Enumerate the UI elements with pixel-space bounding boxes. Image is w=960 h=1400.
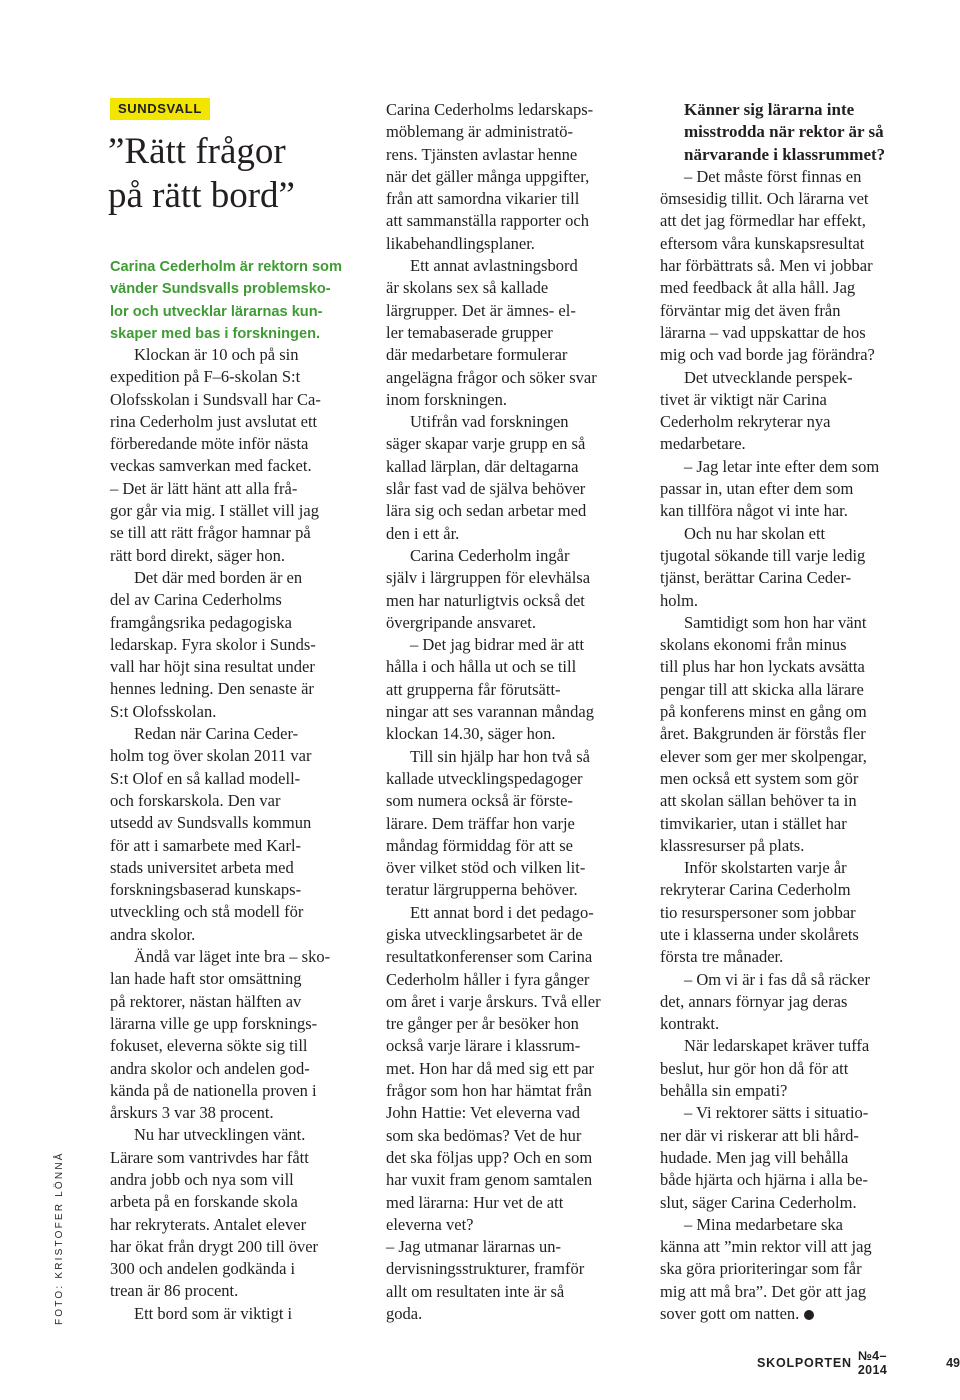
headline-line: ”Rätt frågor bbox=[108, 131, 286, 172]
body-line: övergripande ansvaret. bbox=[386, 612, 536, 632]
body-line: resultatkonferenser som Carina bbox=[386, 947, 593, 967]
body-line: Det utvecklande perspek- bbox=[684, 367, 853, 387]
body-line: Olofsskolan i Sundsvall har Ca- bbox=[110, 389, 321, 409]
body-line: klassresurser på plats. bbox=[660, 835, 805, 855]
body-line: stads universitet arbeta med bbox=[110, 857, 294, 877]
body-line: – Det är lätt hänt att alla frå- bbox=[110, 478, 298, 498]
interview-subhead bbox=[660, 99, 922, 166]
body-line: – Det jag bidrar med är att bbox=[410, 635, 585, 655]
body-line: slut, säger Carina Cederholm. bbox=[660, 1192, 857, 1212]
body-line: det ska följas upp? Och en som bbox=[386, 1147, 593, 1167]
body-line: har förbättrats så. Men vi jobbar bbox=[660, 256, 873, 276]
body-line: men också ett system som gör bbox=[660, 768, 859, 788]
body-line: skolans ekonomi från minus bbox=[660, 635, 847, 655]
body-line: Ändå var läget inte bra – sko- bbox=[134, 947, 331, 967]
body-line: lan hade haft stor omsättning bbox=[110, 969, 302, 989]
headline bbox=[108, 130, 378, 218]
body-line: ledarskap. Fyra skolor i Sunds- bbox=[110, 634, 316, 654]
body-line: 300 och andelen godkända i bbox=[110, 1259, 296, 1279]
body-line: tio resurspersoner som jobbar bbox=[660, 902, 856, 922]
body-line: fokuset, eleverna sökte sig till bbox=[110, 1036, 308, 1056]
body-line: men har naturligtvis också det bbox=[386, 590, 585, 610]
body-line: kontrakt. bbox=[660, 1014, 720, 1034]
body-line: tjänst, berättar Carina Ceder- bbox=[660, 568, 852, 588]
body-line: hennes ledning. Den senaste är bbox=[110, 679, 314, 699]
body-line: – Vi rektorer sätts i situatio- bbox=[684, 1103, 869, 1123]
body-line: Lärare som vantrivdes har fått bbox=[110, 1147, 309, 1167]
page-footer bbox=[757, 1349, 960, 1377]
body-line: tjugotal sökande till varje ledig bbox=[660, 545, 866, 565]
body-line: holm tog över skolan 2011 var bbox=[110, 746, 312, 766]
article-column-3 bbox=[660, 99, 922, 1325]
body-line: elever som ger mer skolpengar, bbox=[660, 746, 867, 766]
body-line: se till att rätt frågor hamnar på bbox=[110, 523, 311, 543]
body-line: S:t Olof en så kallad modell- bbox=[110, 768, 301, 788]
subhead-line: Känner sig lärarna inte bbox=[684, 100, 855, 119]
body-line: Inför skolstarten varje år bbox=[684, 858, 847, 878]
headline-line: på rätt bord” bbox=[108, 175, 295, 216]
body-line: passar in, utan efter dem som bbox=[660, 479, 854, 499]
body-line: forskningsbaserad kunskaps- bbox=[110, 880, 302, 900]
lead-line: Carina Cederholm är rektorn som bbox=[110, 259, 342, 275]
body-line: inom forskningen. bbox=[386, 389, 507, 409]
body-line: säger skapar varje grupp en så bbox=[386, 434, 586, 454]
body-line: Carina Cederholms ledarskaps- bbox=[386, 100, 594, 119]
body-line: kan tillföra något vi inte har. bbox=[660, 501, 848, 521]
body-line: måndag förmiddag för att se bbox=[386, 835, 573, 855]
body-line: John Hattie: Vet eleverna vad bbox=[386, 1103, 580, 1123]
body-line: frågor som hon har hämtat från bbox=[386, 1081, 592, 1101]
body-line: årskurs 3 var 38 procent. bbox=[110, 1103, 274, 1123]
body-line: trean är 86 procent. bbox=[110, 1281, 239, 1301]
body-line: klockan 14.30, säger hon. bbox=[386, 724, 556, 744]
body-line: Carina Cederholm ingår bbox=[410, 545, 570, 565]
body-line: gor går via mig. I stället vill jag bbox=[110, 501, 319, 521]
body-line: till plus har hon lyckats avsätta bbox=[660, 657, 865, 677]
body-line: rekryterar Carina Cederholm bbox=[660, 880, 851, 900]
body-line: pengar till att skicka alla lärare bbox=[660, 679, 864, 699]
body-line: sover gott om natten. bbox=[660, 1303, 922, 1325]
body-line: har ökat från drygt 200 till över bbox=[110, 1236, 319, 1256]
body-line: hålla i och hålla ut och se till bbox=[386, 657, 577, 677]
body-line: har vuxit fram genom samtalen bbox=[386, 1170, 593, 1190]
body-line: mig att må bra”. Det gör att jag bbox=[660, 1281, 867, 1301]
body-line: Till sin hjälp har hon två så bbox=[410, 746, 590, 766]
body-line: – Mina medarbetare ska bbox=[684, 1214, 843, 1234]
body-line: holm. bbox=[660, 590, 699, 610]
lead-line: vänder Sundsvalls problemsko- bbox=[110, 281, 331, 298]
body-line: ningar att ses varannan måndag bbox=[386, 702, 595, 722]
body-line: Ett annat avlastningsbord bbox=[410, 256, 578, 276]
body-line: själv i lärgruppen för elevhälsa bbox=[386, 568, 591, 588]
body-line: lärarna ville ge upp forsknings- bbox=[110, 1013, 318, 1033]
body-line: tivet är viktigt när Carina bbox=[660, 389, 827, 409]
body-line: förväntar mig det även från bbox=[660, 300, 841, 320]
body-line: som numera också är förste- bbox=[386, 791, 573, 811]
body-line: Cederholm håller i fyra gånger bbox=[386, 969, 590, 989]
body-line: ler temabaserade grupper bbox=[386, 322, 553, 342]
body-line: lärgrupper. Det är ämnes- el- bbox=[386, 300, 576, 320]
body-line: tre gånger per år besöker hon bbox=[386, 1014, 579, 1034]
body-line: Ett annat bord i det pedago- bbox=[410, 902, 594, 922]
body-line: som ska bedömas? Vet de hur bbox=[386, 1125, 582, 1145]
body-line: när det gäller många uppgifter, bbox=[386, 166, 590, 186]
body-line: Och nu har skolan ett bbox=[684, 523, 826, 543]
body-line: – Jag letar inte efter dem som bbox=[684, 456, 880, 476]
body-line: möblemang är administratö- bbox=[386, 122, 573, 142]
body-line: eleverna vet? bbox=[386, 1214, 474, 1234]
body-line: eftersom våra kunskapsresultat bbox=[660, 233, 865, 253]
body-line: likabehandlingsplaner. bbox=[386, 233, 535, 253]
body-line: lärarna – vad uppskattar de hos bbox=[660, 322, 866, 342]
body-line: del av Carina Cederholms bbox=[110, 590, 282, 610]
body-line: expedition på F–6-skolan S:t bbox=[110, 367, 301, 387]
body-line: veckas samverkan med facket. bbox=[110, 456, 312, 476]
body-line: att sammanställa rapporter och bbox=[386, 211, 589, 231]
body-line: förberedande möte inför nästa bbox=[110, 434, 309, 454]
body-line: medarbetare. bbox=[660, 434, 746, 454]
body-line: utsedd av Sundsvalls kommun bbox=[110, 813, 312, 833]
body-line: Utifrån vad forskningen bbox=[410, 412, 569, 432]
body-line: rätt bord direkt, säger hon. bbox=[110, 545, 286, 565]
page-number: 49 bbox=[946, 1356, 960, 1370]
body-line: kända på de nationella proven i bbox=[110, 1080, 317, 1100]
body-line: hudade. Men jag vill behålla bbox=[660, 1147, 849, 1167]
body-line: första tre månader. bbox=[660, 947, 784, 967]
body-line: andra skolor och andelen god- bbox=[110, 1058, 310, 1078]
body-line: från att samordna vikarier till bbox=[386, 189, 580, 209]
body-line: att skolan sällan behöver ta in bbox=[660, 791, 857, 811]
article-column-2 bbox=[386, 99, 641, 1325]
body-line: allt om resultaten inte är så bbox=[386, 1281, 565, 1301]
body-line: lära sig och sedan arbetar med bbox=[386, 501, 587, 521]
body-line: met. Hon har då med sig ett par bbox=[386, 1058, 595, 1078]
body-line: Klockan är 10 och på sin bbox=[134, 345, 299, 364]
body-line: teratur lärgrupperna behöver. bbox=[386, 880, 578, 900]
lead-line: skaper med bas i forskningen. bbox=[110, 325, 321, 342]
body-line: andra skolor. bbox=[110, 924, 196, 944]
lead-line: lor och utvecklar lärarnas kun- bbox=[110, 303, 323, 320]
photo-credit: FOTO: KRISTOFER LÖNNÅ bbox=[54, 1151, 65, 1325]
body-line: arbeta på en forskande skola bbox=[110, 1192, 298, 1212]
body-line: har rekryterats. Antalet elever bbox=[110, 1214, 307, 1234]
body-line: kallade utvecklingspedagoger bbox=[386, 768, 583, 788]
body-line: Redan när Carina Ceder- bbox=[134, 724, 299, 744]
body-line: giska utvecklingsarbetet är de bbox=[386, 924, 583, 944]
body-line: med lärarna: Hur vet de att bbox=[386, 1192, 564, 1212]
magazine-name: SKOLPORTEN bbox=[757, 1356, 852, 1370]
body-line: framgångsrika pedagogiska bbox=[110, 612, 292, 632]
end-of-article-mark bbox=[804, 1310, 814, 1320]
body-line: Det där med borden är en bbox=[134, 567, 303, 587]
body-line: året. Bakgrunden är förstås fler bbox=[660, 724, 866, 744]
body-line: ner där vi riskerar att bli hård- bbox=[660, 1125, 859, 1145]
body-line: Samtidigt som hon har vänt bbox=[684, 612, 867, 632]
body-line: timvikarier, utan i stället har bbox=[660, 813, 847, 833]
body-line: dervisningsstrukturer, framför bbox=[386, 1259, 585, 1279]
body-line: med feedback åt alla håll. Jag bbox=[660, 278, 856, 298]
body-line: slår fast vad de själva behöver bbox=[386, 479, 586, 499]
body-line: för att i samarbete med Karl- bbox=[110, 835, 302, 855]
body-line: andra jobb och nya som vill bbox=[110, 1169, 294, 1189]
body-line: om året i varje årskurs. Två eller bbox=[386, 991, 601, 1011]
body-line: rina Cederholm just avslutat ett bbox=[110, 411, 318, 431]
body-line: vall har höjt sina resultat under bbox=[110, 657, 315, 677]
body-line: det, annars förnyar jag deras bbox=[660, 991, 848, 1011]
body-line: – Jag utmanar lärarnas un- bbox=[386, 1237, 562, 1257]
subhead-line: närvarande i klassrummet? bbox=[684, 144, 886, 164]
body-line: Nu har utvecklingen vänt. bbox=[134, 1125, 306, 1145]
body-line: beslut, hur gör hon då för att bbox=[660, 1058, 849, 1078]
body-line: känna att ”min rektor vill att jag bbox=[660, 1237, 872, 1257]
body-line: lärare. Dem träffar hon varje bbox=[386, 813, 575, 833]
body-line: den i ett år. bbox=[386, 523, 460, 543]
body-line: är skolans sex så kallade bbox=[386, 278, 549, 298]
body-line: behålla sin empati? bbox=[660, 1081, 788, 1101]
body-line: Cederholm rekryterar nya bbox=[660, 412, 831, 432]
body-line: utveckling och stå modell för bbox=[110, 902, 304, 922]
body-line: över vilket stöd och vilken lit- bbox=[386, 858, 586, 878]
body-line: kallad lärplan, där deltagarna bbox=[386, 456, 579, 476]
body-line: och forskarskola. Den var bbox=[110, 790, 281, 810]
lead-paragraph bbox=[110, 256, 370, 345]
body-line: ute i klasserna under skolårets bbox=[660, 924, 859, 944]
body-line: Ett bord som är viktigt i bbox=[134, 1303, 293, 1323]
body-line: också varje lärare i klassrum- bbox=[386, 1036, 581, 1056]
section-tag: SUNDSVALL bbox=[110, 98, 210, 120]
subhead-line: misstrodda när rektor är så bbox=[684, 122, 884, 142]
body-line: – Om vi är i fas då så räcker bbox=[684, 969, 871, 989]
issue-number: №4–2014 bbox=[857, 1349, 888, 1377]
body-line: där medarbetare formulerar bbox=[386, 345, 568, 365]
body-line: S:t Olofsskolan. bbox=[110, 701, 217, 721]
body-line: både hjärta och hjärna i alla be- bbox=[660, 1170, 868, 1190]
body-line: – Det måste först finnas en bbox=[684, 166, 862, 186]
body-line: angelägna frågor och söker svar bbox=[386, 367, 597, 387]
body-line: på konferens minst en gång om bbox=[660, 702, 867, 722]
body-line: på rektorer, nästan hälften av bbox=[110, 991, 302, 1011]
body-line: goda. bbox=[386, 1304, 423, 1324]
body-line: rens. Tjänsten avlastar henne bbox=[386, 144, 578, 164]
article-column-1 bbox=[110, 344, 365, 1325]
body-line: mig och vad borde jag förändra? bbox=[660, 345, 875, 365]
body-line: ska göra prioriteringar som får bbox=[660, 1259, 862, 1279]
body-line: att det jag förmedlar har effekt, bbox=[660, 211, 866, 231]
body-line: att grupperna får förutsätt- bbox=[386, 679, 561, 699]
body-line: När ledarskapet kräver tuffa bbox=[684, 1036, 870, 1056]
body-line: ömsesidig tillit. Och lärarna vet bbox=[660, 189, 869, 209]
